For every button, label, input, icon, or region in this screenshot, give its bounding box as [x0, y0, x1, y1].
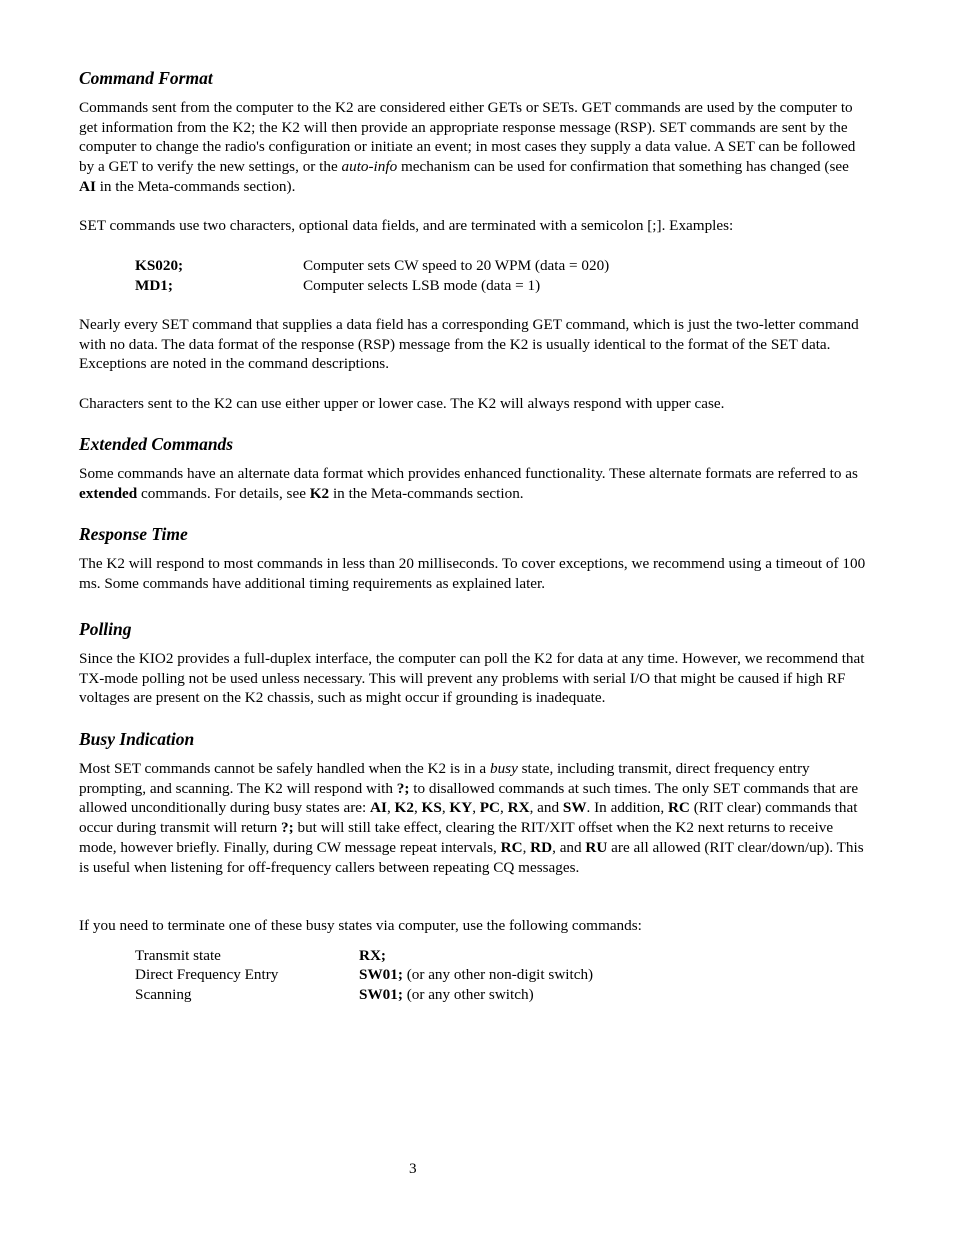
- note: (or any other non-digit switch): [402, 966, 594, 983]
- text: in the Meta-commands section.: [329, 484, 524, 502]
- busy-term: busy: [489, 760, 518, 777]
- text: to disallowed commands at such times. The only SET commands that are allowed unconditionally during busy states are:: [79, 779, 859, 817]
- command-rx: RX: [507, 799, 530, 817]
- heading-busy-indication: Busy Indication: [79, 729, 195, 749]
- separator: ,: [522, 838, 531, 856]
- command-k2: K2: [394, 799, 414, 817]
- text: in the Meta-commands section).: [95, 177, 296, 195]
- note: (or any other switch): [402, 986, 534, 1003]
- separator: , and: [529, 799, 563, 817]
- heading-command-format: Command Format: [79, 68, 213, 88]
- command-ru: RU: [585, 838, 608, 856]
- example-command: MD1;: [135, 277, 173, 294]
- text: are all allowed (RIT clear/down/up). This is useful when listening for off-frequency callers between repeating CQ messages.: [79, 838, 864, 876]
- command-sw: SW: [562, 799, 587, 817]
- paragraph-command-format-intro: [79, 98, 869, 197]
- paragraph-busy-indication: [79, 759, 869, 877]
- text: . In addition,: [586, 799, 668, 817]
- paragraph-terminate-busy: If you need to terminate one of these busy states via computer, use the following commands:: [79, 917, 642, 934]
- example-row: [135, 276, 173, 296]
- paragraph-response-time: The K2 will respond to most commands in less than 20 milliseconds. To cover exceptions, we recommend using a timeout of 100 ms. Some commands have additional timing requirements as explained later.: [79, 555, 866, 592]
- paragraph-case: Characters sent to the K2 can use either upper or lower case. The K2 will always respond with upper case.: [79, 395, 725, 412]
- extended-term: extended: [79, 484, 138, 502]
- text: Commands sent from the computer to the K2 are considered either GETs or SETs. GET commands are used by the computer to get information from the K2; the K2 will then provide an appropriate response message (RSP). SET commands are sent by the computer to change the radio's configuration or initiate an event; in most cases they supply a data value. A SET can be followed by a GET to verify the new settings, or the: [79, 99, 856, 176]
- separator: ,: [413, 799, 422, 817]
- command-pc: PC: [479, 799, 501, 817]
- separator: ,: [441, 799, 450, 817]
- paragraph-set-commands: SET commands use two characters, optional data fields, and are terminated with a semicolon [;]. Examples:: [79, 217, 734, 234]
- busy-state-command: [359, 946, 386, 966]
- separator: ,: [386, 799, 395, 817]
- paragraph-get-commands: Nearly every SET command that supplies a data field has a corresponding GET command, which is just the two-letter command with no data. The data format of the response (RSP) message from the K2 is usually identical to the format of the SET data. Exceptions are noted in the command descriptions.: [79, 316, 859, 373]
- command: RX;: [359, 947, 386, 964]
- text: Most SET commands cannot be safely handled when the K2 is in a: [79, 760, 490, 777]
- busy-state-command: [359, 985, 534, 1005]
- text: commands. For details, see: [137, 484, 310, 502]
- page-number: 3: [409, 1160, 417, 1177]
- command-ky: KY: [449, 799, 473, 817]
- command: SW01;: [359, 986, 403, 1003]
- heading-polling: Polling: [79, 619, 132, 639]
- busy-state-command: [359, 965, 593, 985]
- text: mechanism can be used for confirmation that something has changed (see: [397, 158, 849, 176]
- paragraph-extended-commands: [79, 464, 869, 503]
- separator: ,: [500, 799, 508, 817]
- text: (RIT clear) commands that occur during transmit will return: [79, 799, 858, 837]
- heading-extended-commands: Extended Commands: [79, 434, 234, 454]
- busy-state-label: Scanning: [135, 986, 192, 1003]
- command-rd: RD: [530, 838, 553, 856]
- error-response: ?;: [396, 779, 410, 797]
- text: state, including transmit, direct frequency entry prompting, and scanning. The K2 will respond with: [79, 760, 810, 797]
- command-rc: RC: [667, 799, 690, 817]
- error-response: ?;: [281, 819, 294, 837]
- heading-response-time: Response Time: [79, 524, 188, 544]
- command-ks: KS: [421, 799, 442, 817]
- text: Some commands have an alternate data format which provides enhanced functionality. These alternate formats are referred to as: [79, 465, 858, 482]
- command: SW01;: [359, 966, 403, 983]
- example-row: [135, 256, 183, 276]
- command-ai: AI: [370, 799, 387, 817]
- auto-info-term: auto-info: [341, 158, 398, 176]
- text: but will still take effect, clearing the RIT/XIT offset when the K2 next returns to receive mode, however briefly. Finally, during CW message repeat intervals,: [79, 819, 834, 856]
- separator: , and: [552, 838, 586, 856]
- ai-command: AI: [79, 177, 96, 195]
- example-command: KS020;: [135, 257, 184, 274]
- command-rc: RC: [500, 838, 523, 856]
- separator: ,: [472, 799, 480, 817]
- example-description: Computer selects LSB mode (data = 1): [303, 277, 541, 294]
- busy-state-label: Direct Frequency Entry: [135, 966, 279, 983]
- k2-command: K2: [309, 484, 330, 502]
- example-description: Computer sets CW speed to 20 WPM (data = 020): [303, 257, 610, 274]
- paragraph-polling: Since the KIO2 provides a full-duplex interface, the computer can poll the K2 for data at any time. However, we recommend that TX-mode polling not be used unless necessary. This will prevent any problems with serial I/O that might be caused if high RF voltages are present on the K2 chassis, such as might occur if grounding is inadequate.: [79, 650, 865, 707]
- busy-state-label: Transmit state: [135, 947, 221, 964]
